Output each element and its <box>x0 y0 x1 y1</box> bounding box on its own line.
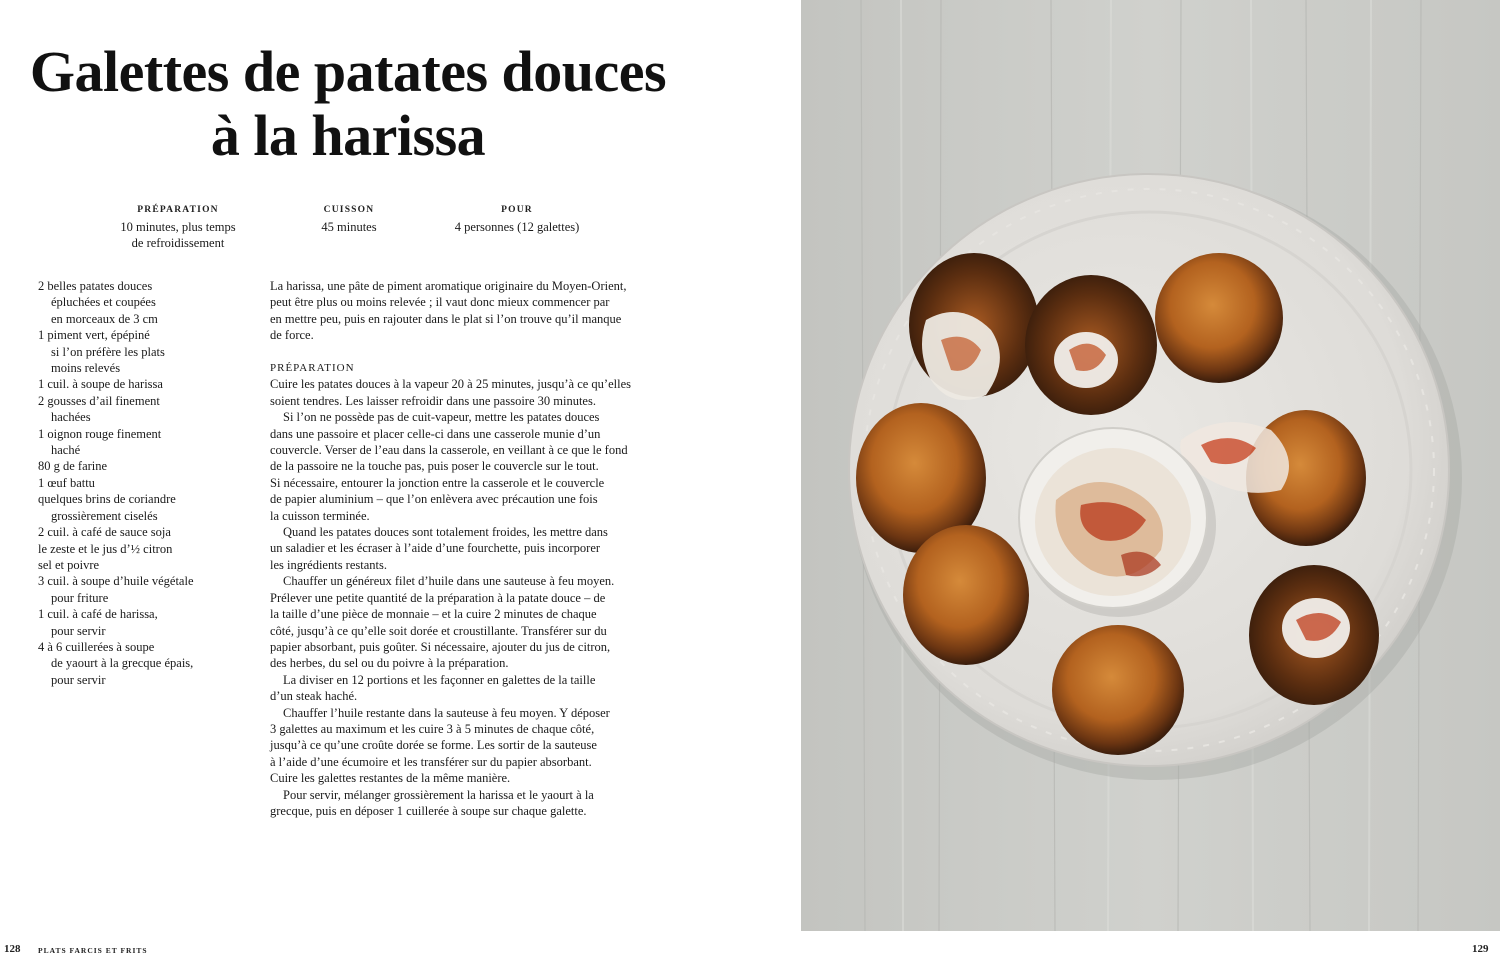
step-line: d’un steak haché. <box>270 689 358 704</box>
step-line: des herbes, du sel ou du poivre à la préparation. <box>270 656 509 671</box>
step-line: la cuisson terminée. <box>270 508 370 523</box>
prep-value-line: de refroidissement <box>131 236 225 250</box>
intro-line: La harissa, une pâte de piment aromatique originaire du Moyen-Orient, <box>270 279 627 293</box>
ingredient-line: quelques brins de coriandre <box>38 492 176 507</box>
ingredient-item <box>38 376 248 392</box>
ingredient-line: pour servir <box>51 672 106 687</box>
step-line: grecque, puis en déposer 1 cuillerée à soupe sur chaque galette. <box>270 803 587 818</box>
step-line: papier absorbant, puis goûter. Si nécessaire, ajouter du jus de citron, <box>270 639 611 654</box>
prep-label: PRÉPARATION <box>137 205 219 215</box>
ingredient-line: 1 cuil. à café de harissa, <box>38 607 158 622</box>
ingredient-item <box>38 475 248 491</box>
ingredient-line: hachées <box>51 410 91 425</box>
cook-time-block <box>290 203 408 235</box>
ingredient-item <box>38 491 248 524</box>
preparation-steps <box>270 376 670 819</box>
ingredient-item <box>38 573 248 606</box>
title-line-2: à la harissa <box>210 103 486 168</box>
ingredient-line: 2 belles patates douces <box>38 279 153 293</box>
ingredients-list <box>38 278 248 688</box>
ingredient-line: moins relevés <box>51 361 121 376</box>
intro-line: de force. <box>270 328 314 343</box>
ingredient-line: 3 cuil. à soupe d’huile végétale <box>38 574 194 589</box>
step-line: Chauffer l’huile restante dans la sauteuse à feu moyen. Y déposer <box>283 705 610 720</box>
ingredient-line: sel et poivre <box>38 557 100 572</box>
step-line: de papier aluminium – que l’on enlèvera avec précaution une fois <box>270 492 598 507</box>
prep-value <box>100 219 256 251</box>
intro-paragraph <box>270 278 670 344</box>
ingredient-line: 1 cuil. à soupe de harissa <box>38 377 163 392</box>
page-number-right: 129 <box>1472 943 1489 955</box>
preparation-heading: PRÉPARATION <box>270 362 355 375</box>
ingredient-line: 1 œuf battu <box>38 475 95 490</box>
ingredient-line: si l’on préfère les plats <box>51 344 165 359</box>
ingredient-line: 2 cuil. à café de sauce soja <box>38 525 171 540</box>
ingredient-item <box>38 327 248 376</box>
section-name: PLATS FARCIS ET FRITS <box>38 946 148 955</box>
ingredient-line: 4 à 6 cuillerées à soupe <box>38 639 155 654</box>
ingredient-item <box>38 458 248 474</box>
ingredient-line: pour servir <box>51 623 106 638</box>
ingredient-line: 2 gousses d’ail finement <box>38 393 160 408</box>
step-line: dans une passoire et placer celle-ci dans une casserole munie d’un <box>270 426 601 441</box>
step-line: Cuire les galettes restantes de la même manière. <box>270 771 511 786</box>
ingredient-line: en morceaux de 3 cm <box>51 311 158 326</box>
ingredient-line: haché <box>51 443 81 458</box>
preparation-step <box>270 787 670 820</box>
page-number-left: 128 <box>4 943 21 955</box>
step-line: de la passoire ne la touche pas, puis poser le couvercle sur le tout. <box>270 459 599 474</box>
cook-label: CUISSON <box>323 205 375 215</box>
ingredient-item <box>38 393 248 426</box>
step-line: Cuire les patates douces à la vapeur 20 à 25 minutes, jusqu’à ce qu’elles <box>270 377 631 392</box>
step-line: jusqu’à ce qu’une croûte dorée se forme. Les sortir de la sauteuse <box>270 738 597 753</box>
recipe-title <box>20 40 676 168</box>
preparation-step <box>270 705 670 787</box>
step-line: soient tendres. Les laisser refroidir dans une passoire 30 minutes. <box>270 393 596 408</box>
preparation-step <box>270 409 670 524</box>
preparation-step <box>270 376 670 409</box>
photo-illustration <box>801 0 1500 931</box>
cook-value: 45 minutes <box>321 220 377 234</box>
step-line: 3 galettes au maximum et les cuire 3 à 5 minutes de chaque côté, <box>270 721 595 736</box>
ingredient-item <box>38 606 248 639</box>
recipe-photo <box>801 0 1500 931</box>
ingredient-line: 1 oignon rouge finement <box>38 426 162 441</box>
step-line: côté, jusqu’à ce qu’elle soit dorée et croustillante. Transférer sur du <box>270 623 607 638</box>
step-line: Chauffer un généreux filet d’huile dans une sauteuse à feu moyen. <box>283 574 615 589</box>
intro-line: peut être plus ou moins relevée ; il vaut donc mieux commencer par <box>270 295 610 310</box>
ingredient-item <box>38 426 248 459</box>
step-line: Si l’on ne possède pas de cuit-vapeur, mettre les patates douces <box>283 410 600 425</box>
step-line: Si nécessaire, entourer la jonction entre la casserole et le couvercle <box>270 475 605 490</box>
step-line: les ingrédients restants. <box>270 557 387 572</box>
preparation-step <box>270 672 670 705</box>
ingredient-item <box>38 639 248 688</box>
ingredient-item <box>38 524 248 540</box>
step-line: à l’aide d’une écumoire et les transférer sur du papier absorbant. <box>270 754 592 769</box>
servings-block <box>432 203 602 235</box>
preparation-step <box>270 524 670 573</box>
step-line: Prélever une petite quantité de la préparation à la patate douce – de <box>270 590 606 605</box>
step-line: couvercle. Verser de l’eau dans la casserole, en veillant à ce que le fond <box>270 443 628 458</box>
step-line: un saladier et les écraser à l’aide d’une fourchette, puis incorporer <box>270 541 601 556</box>
step-line: Quand les patates douces sont totalement froides, les mettre dans <box>283 525 608 540</box>
ingredient-item <box>38 557 248 573</box>
ingredient-line: épluchées et coupées <box>51 295 156 310</box>
method-column <box>270 278 670 819</box>
title-line-1: Galettes de patates douces <box>29 39 667 104</box>
ingredient-item <box>38 278 248 327</box>
preparation-step <box>270 573 670 671</box>
ingredient-item <box>38 541 248 557</box>
step-line: la taille d’une pièce de monnaie – et la cuire 2 minutes de chaque <box>270 607 597 622</box>
ingredient-line: le zeste et le jus d’½ citron <box>38 541 173 556</box>
servings-label: POUR <box>501 205 533 215</box>
prep-time-block <box>100 203 256 251</box>
servings-value: 4 personnes (12 galettes) <box>454 220 580 234</box>
ingredient-line: grossièrement ciselés <box>51 508 158 523</box>
step-line: La diviser en 12 portions et les façonner en galettes de la taille <box>283 672 596 687</box>
prep-value-line: 10 minutes, plus temps <box>120 220 236 234</box>
ingredient-line: 80 g de farine <box>38 459 108 474</box>
intro-line: en mettre peu, puis en rajouter dans le plat si l’on trouve qu’il manque <box>270 311 622 326</box>
step-line: Pour servir, mélanger grossièrement la harissa et le yaourt à la <box>283 787 594 802</box>
ingredient-line: pour friture <box>51 590 109 605</box>
ingredient-line: 1 piment vert, épépiné <box>38 328 150 343</box>
ingredient-line: de yaourt à la grecque épais, <box>51 656 194 671</box>
paragraph-gap <box>270 344 670 360</box>
